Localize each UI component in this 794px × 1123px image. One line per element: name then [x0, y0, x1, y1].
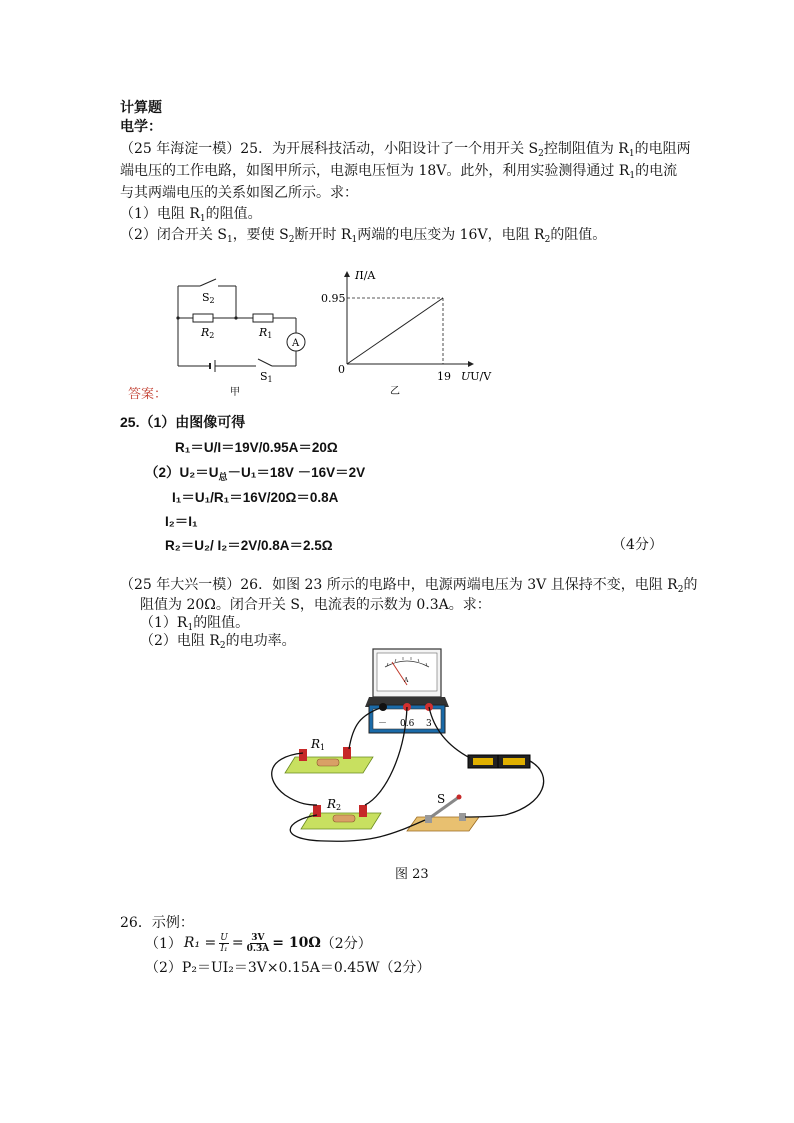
label-s2: S [202, 291, 210, 304]
ammeter [365, 649, 449, 733]
q26-stem-line2: 阻值为 20Ω。闭合开关 S，电流表的示数为 0.3A。求： [140, 597, 491, 613]
label-ammeter: A [292, 338, 300, 349]
a25-line1: 25.（1）由图像可得 [120, 414, 246, 430]
resistor-r2 [193, 314, 213, 322]
q25-stem-line1: （25 年海淀一模）25．为开展科技活动，小阳设计了一个用开关 $S_2$控制阻值为 $R_1$的电阻两 [120, 141, 691, 159]
label-s1: S [260, 370, 268, 383]
a26-line2: （1） R₁ = $\frac{U}{\text{I₁}}$ = $\frac{3V}{0.3A}$ = 10Ω （2分） [145, 932, 372, 954]
label-r1: R [259, 326, 268, 339]
wire-battery-switch [465, 761, 544, 817]
q25-stem-line2: 端电压的工作电路，如图甲所示，电源电压恒为 18V。此外，利用实验测得通过 $R_1$的电流 [120, 163, 678, 181]
svg-text:R1: R1 [259, 326, 273, 340]
switch-s1-blade [258, 359, 272, 366]
a25-line6: R₂＝U₂/ I₂＝2V/0.8A＝2.5Ω [165, 538, 333, 553]
a25-score: （4分） [612, 537, 663, 553]
terminal-06-label: 0.6 [400, 719, 415, 729]
figure-23-caption: 图 23 [395, 867, 429, 882]
a25-line2: R₁＝U/I＝19V/0.95A＝20Ω [175, 440, 338, 455]
x-axis-label: UU/V [461, 370, 492, 383]
section-subtitle: 电学： [120, 119, 162, 135]
svg-text:R2: R2 [327, 797, 342, 812]
q26-part1: $(1)R_1$的阻值。 [140, 615, 250, 633]
series-line [347, 298, 443, 364]
a25-line3: $(2)U_2=U_总-U_1=18V -16V=2V$ [145, 465, 366, 482]
svg-text:S1: S1 [260, 370, 273, 384]
answer-label: 答案： [128, 387, 168, 402]
y-axis-label: II/A [355, 269, 376, 282]
q26-stem-line1: （25 年大兴一模）26．如图 23 所示的电路中，电源两端电压为 3V 且保持不变，电阻 $R_2$的 [120, 577, 698, 595]
a26-line3: （2）P₂＝UI₂＝3V×0.15A＝0.45W（2分） [145, 960, 431, 976]
resistor-r1-board [285, 747, 373, 773]
q26-part2: （2）电阻 $R_2$的电功率。 [140, 633, 296, 651]
q25-part2: （2）闭合开关 $S_1$，要使 $S_2$断开时 $R_1$两端的电压变为 16V，电阻 $R_2$的阻值。 [120, 227, 607, 245]
fig23-label-s: S [437, 792, 446, 806]
fig-jia-label: 甲 [230, 387, 240, 398]
resistor-r1 [253, 314, 273, 322]
q25-circuit-diagram [160, 270, 320, 400]
svg-text:R2: R2 [201, 326, 215, 340]
switch-s2-blade [200, 279, 216, 286]
a26-line1: 26．示例： [120, 915, 194, 931]
fig23-label-r1: R [311, 737, 321, 751]
q25-part1: （1）电阻 $R_1$的阻值。 [120, 206, 262, 224]
q25-stem-line3: 与其两端电压的关系如图乙所示。求： [120, 185, 358, 201]
figure-23-circuit [265, 645, 565, 845]
x-tick-label: 19 [437, 370, 451, 383]
terminal-neg-label: － [378, 719, 388, 729]
section-title: 计算题 [120, 100, 162, 116]
y-tick-label: 0.95 [321, 292, 346, 305]
origin-label: 0 [338, 363, 345, 376]
terminal-3-label: 3 [426, 719, 432, 729]
a25-line4: I₁＝U₁/R₁＝16V/20Ω＝0.8A [172, 490, 339, 505]
meter-face-label: A [404, 677, 409, 684]
label-r2: R [201, 326, 210, 339]
fig23-label-r2: R [327, 797, 337, 811]
svg-text:S2: S2 [202, 291, 215, 305]
svg-text:R1: R1 [311, 737, 326, 752]
battery-pack [468, 755, 530, 768]
fig-yi-label: 乙 [390, 386, 400, 397]
a25-line5: I₂＝I₁ [165, 514, 198, 529]
q25-iu-graph [315, 262, 495, 400]
